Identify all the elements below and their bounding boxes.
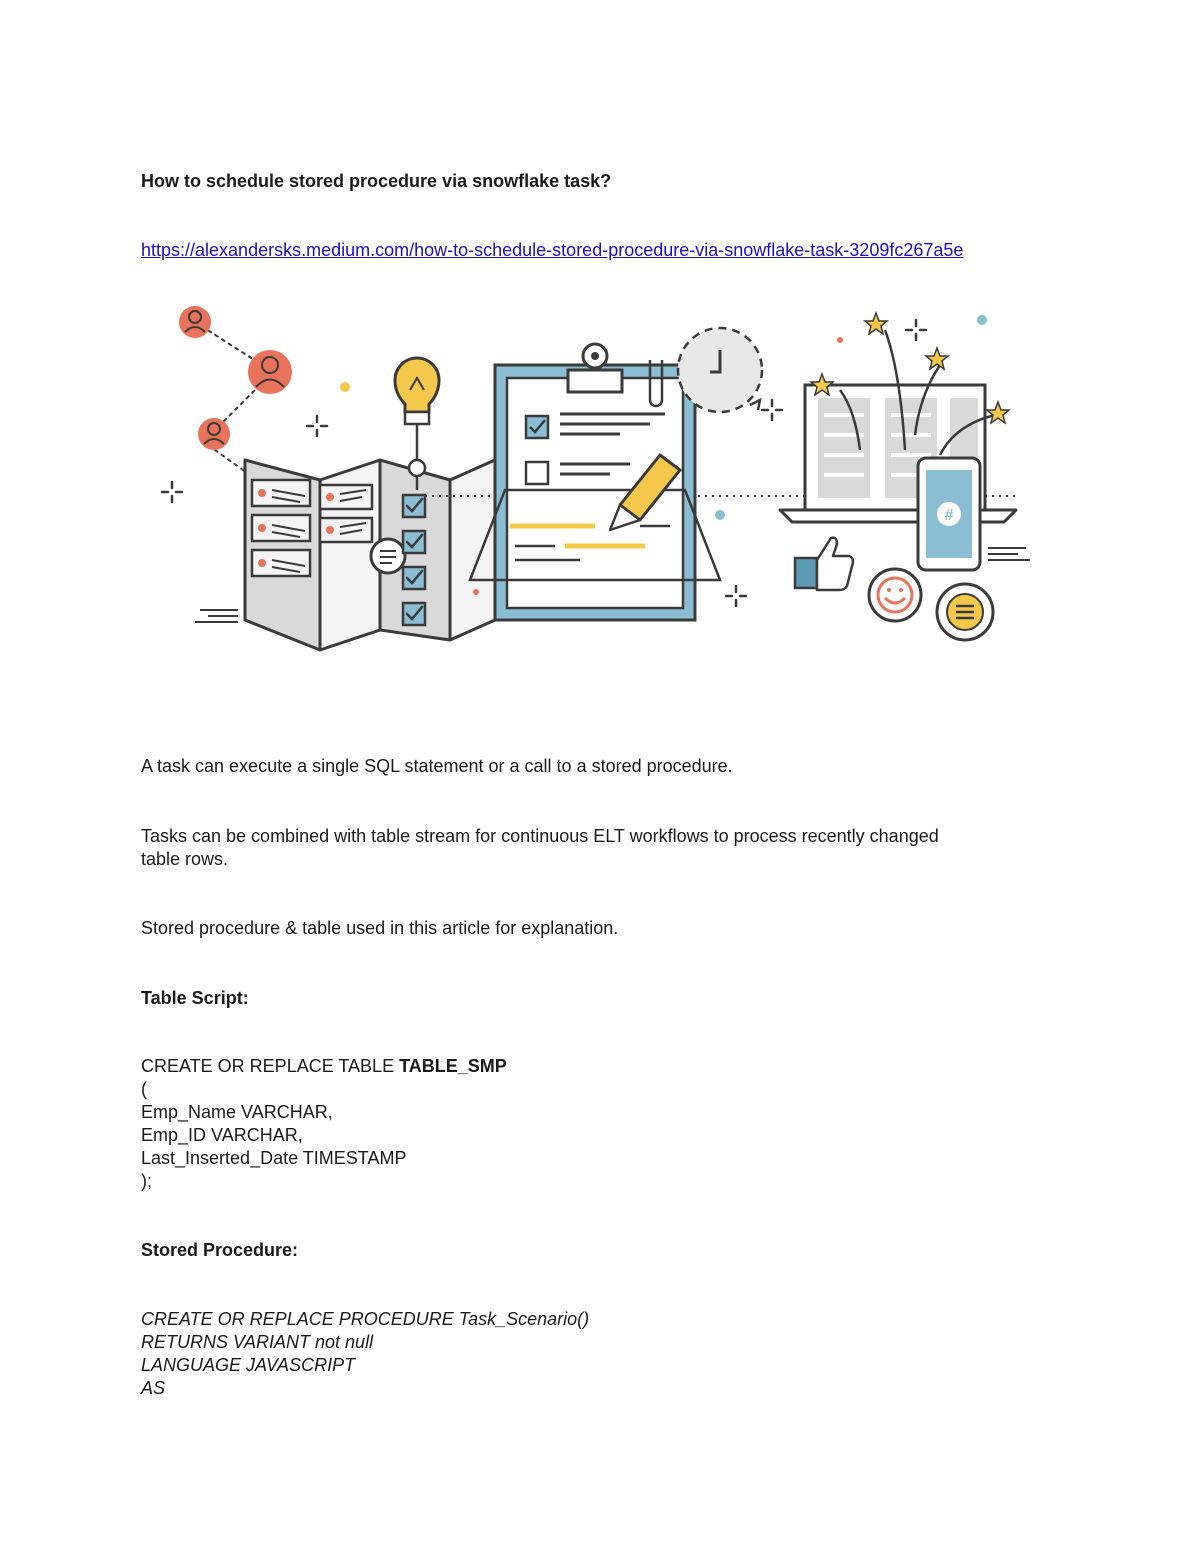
smartphone [918,458,980,570]
code-line: RETURNS VARIANT not null [141,1332,374,1352]
sparkle-icon [162,482,182,502]
code-line: CREATE OR REPLACE PROCEDURE Task_Scenario() [141,1309,590,1329]
table-script-heading: Table Script: [141,988,249,1008]
person-icon [179,306,211,338]
paragraph-explanation: Stored procedure & table used in this article for explanation. [141,918,619,938]
code-line: Last_Inserted_Date TIMESTAMP [141,1148,407,1168]
sparkle-icon [307,416,327,436]
code-line: Emp_ID VARCHAR, [141,1125,303,1145]
code-line: AS [141,1378,166,1398]
article-link[interactable]: https://alexandersks.medium.com/how-to-schedule-stored-procedure-via-snowflake-task-3209fc267a5e [141,240,964,260]
code-text: CREATE OR REPLACE TABLE [141,1056,400,1076]
thumbs-up-icon [795,538,853,590]
person-icon [198,418,230,450]
folded-map [245,460,495,650]
paragraph-table-stream-line1: Tasks can be combined with table stream for continuous ELT workflows to process recently changed [141,826,939,846]
code-line: ( [141,1079,147,1099]
code-line: LANGUAGE JAVASCRIPT [141,1355,356,1375]
code-line: Emp_Name VARCHAR, [141,1102,333,1122]
clock-icon [678,328,762,412]
sparkle-icon [726,586,746,606]
table-name: TABLE_SMP [399,1056,507,1076]
message-icon [937,584,993,640]
table-script-code [141,1055,507,1193]
person-icon [248,350,292,394]
article-title: How to schedule stored procedure via snowflake task? [141,171,612,191]
sparkle-icon [906,320,926,340]
smiley-icon [869,569,921,621]
workflow-illustration [150,290,1050,680]
code-line: ); [141,1171,152,1191]
stored-procedure-code [141,1308,589,1400]
sparkle-icon [762,400,782,420]
svg-text:#: # [944,507,954,524]
paragraph-table-stream-line2: table rows. [141,849,229,869]
paragraph-task-execute: A task can execute a single SQL statement or a call to a stored procedure. [141,756,733,776]
code-line [141,1055,507,1078]
stored-procedure-heading: Stored Procedure: [141,1240,299,1260]
